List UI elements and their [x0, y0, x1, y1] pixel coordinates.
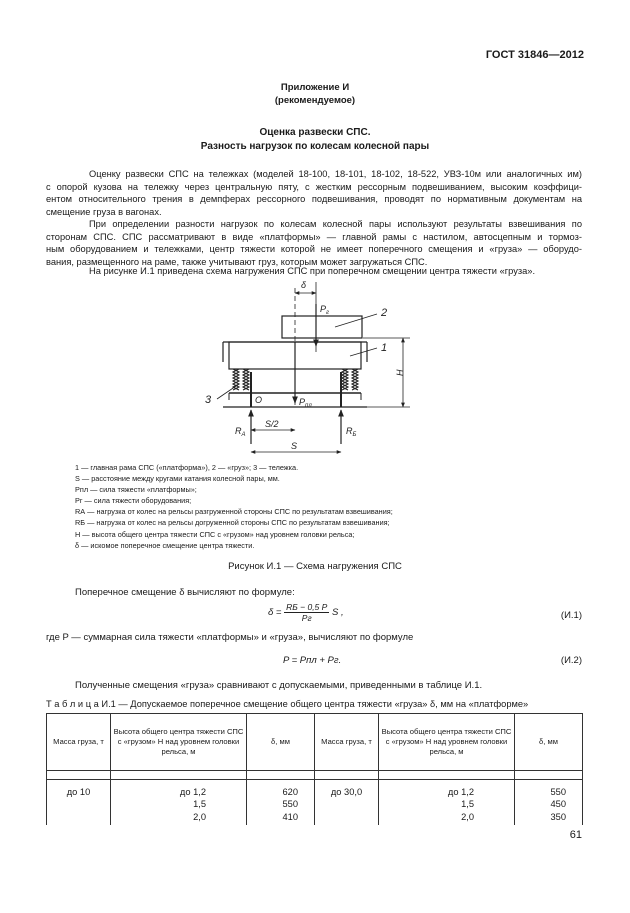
header-height: Высота общего центра тяжести СПС с «грузом» H над уровнем головки рельса, м: [111, 714, 247, 771]
formula-1-number: (И.1): [560, 610, 582, 621]
header-height: Высота общего центра тяжести СПС с «грузом» H над уровнем головки рельса, м: [379, 714, 515, 771]
formula-1-numerator: RБ − 0,5 P: [286, 602, 328, 612]
paragraph-line: ным оборудованием и тележками, центр тяжести которой не имеет поперечного смещения и «груза» — оборудо-: [46, 244, 582, 255]
section-title-1: Оценка развески СПС.: [259, 127, 371, 138]
formula-1-lhs: δ =: [268, 607, 282, 619]
paragraph-1: [46, 168, 582, 219]
legend-item: RБ — нагрузка от колес на рельсы догруженной стороны СПС по результатам взвешивания;: [75, 518, 390, 528]
label-1: 1: [381, 342, 388, 354]
label-pg: $P_г$: [320, 304, 329, 316]
table-spacer-row: [47, 771, 583, 780]
header-mass: Масса груза, т: [315, 714, 379, 771]
legend-item: Pг — сила тяжести оборудования;: [75, 496, 192, 506]
label-rb: $R_Б$: [346, 426, 357, 438]
figure-caption: Рисунок И.1 — Схема нагружения СПС: [228, 561, 402, 572]
loading-scheme-figure: [195, 272, 445, 457]
paragraph-line: ентом относительного трения в демпферах рессорного подвешивания, проводят по нормативным документам на: [46, 194, 582, 205]
paragraph-2: [46, 218, 582, 269]
table-row: [47, 780, 583, 825]
figure-legend: [75, 462, 393, 551]
legend-item: Pпл — сила тяжести «платформы»;: [75, 485, 197, 495]
header-mass: Масса груза, т: [47, 714, 111, 771]
legend-item: RА — нагрузка от колес на рельсы разгруженной стороны СПС по результатам взвешивания;: [75, 507, 393, 517]
allowed-displacement-table: [46, 713, 583, 825]
load-box: [282, 316, 362, 338]
page-number: 61: [569, 829, 582, 841]
formula-1-fraction: [284, 602, 329, 623]
legend-item: H — высота общего центра тяжести СПС с «грузом» над уровнем головки рельса;: [75, 529, 355, 539]
header-delta: δ, мм: [515, 714, 583, 771]
right-spring: [342, 369, 358, 390]
header-delta: δ, мм: [247, 714, 315, 771]
paragraph-line: Оценку развески СПС на тележках (моделей 18-100, 18-101, 18-102, 18-522, УВЗ-10м или аналогичных им): [89, 169, 582, 179]
label-h: H: [395, 369, 405, 376]
label-3: 3: [205, 394, 212, 406]
formula-2-number: (И.2): [560, 655, 582, 666]
cell-mass: до 10: [47, 780, 111, 825]
appendix-subtitle: (рекомендуемое): [274, 95, 356, 106]
table-intro: Полученные смещения «груза» сравнивают с допускаемыми, приведенными в таблице И.1.: [75, 680, 483, 691]
standard-header: ГОСТ 31846—2012: [485, 49, 584, 61]
paragraph-line: смещение груза в вагонах.: [46, 207, 162, 218]
formula-intro-2: где P — суммарная сила тяжести «платформы» и «груза», вычисляют по формуле: [46, 632, 414, 643]
label-ra: $R_А$: [235, 426, 246, 438]
paragraph-line: с опорой кузова на тележку через центральную пяту, с жестким рессорным подвешиванием, высоким коэффици-: [46, 181, 582, 192]
legend-item: 1 — главная рама СПС («платформа»), 2 — «груз»; 3 — тележка.: [75, 463, 299, 472]
label-2: 2: [381, 307, 388, 319]
formula-intro-1: Поперечное смещение δ вычисляют по формуле:: [75, 587, 295, 598]
paragraph-line: При определении разности нагрузок по колесам колесной пары используют результаты взвешивания по: [89, 219, 582, 229]
legend-item: δ — искомое поперечное смещение центра тяжести.: [75, 540, 255, 550]
label-ppl: $P_{пл}$: [299, 397, 312, 409]
table-caption-text: И.1 — Допускаемое поперечное смещение общего центра тяжести «груза» δ, мм на «платформе»: [101, 699, 529, 709]
table-header-row: [47, 714, 583, 771]
paragraph-line: На рисунке И.1 приведена схема нагружения СПС при поперечном смещении центра тяжести «груза».: [89, 266, 536, 276]
paragraph-line: сторонам СПС. СПС рассматривают в виде «платформы» — главной рамы с настилом, автосцепным и тормоз-: [46, 231, 582, 242]
label-s: S: [291, 441, 298, 451]
formula-2: P = Pпл + Pг.: [283, 655, 342, 666]
cell-delta: 550 450 350: [515, 780, 583, 825]
table-caption-lead: Т а б л и ц а: [46, 699, 99, 709]
formula-1-tail: S ,: [331, 607, 344, 619]
legend-item: S — расстояние между кругами катания колесной пары, мм.: [75, 474, 280, 484]
label-s2: S/2: [265, 419, 279, 429]
label-delta: δ: [301, 280, 307, 290]
cell-mass: до 30,0: [315, 780, 379, 825]
formula-1-denominator: Pг: [301, 613, 312, 623]
cell-heights: до 1,2 1,5 2,0: [379, 780, 515, 825]
formula-1: [268, 602, 344, 623]
label-o: O: [255, 395, 263, 405]
appendix-title: Приложение И: [280, 82, 350, 93]
cell-heights: до 1,2 1,5 2,0: [111, 780, 247, 825]
cell-delta: 620 550 410: [247, 780, 315, 825]
paragraph-line: вания, размещенного на раме, также учитывают груз, которым может загружаться СПС.: [46, 257, 428, 268]
table-caption: [46, 699, 528, 709]
section-title-2: Разность нагрузок по колесам колесной пары: [200, 141, 430, 152]
